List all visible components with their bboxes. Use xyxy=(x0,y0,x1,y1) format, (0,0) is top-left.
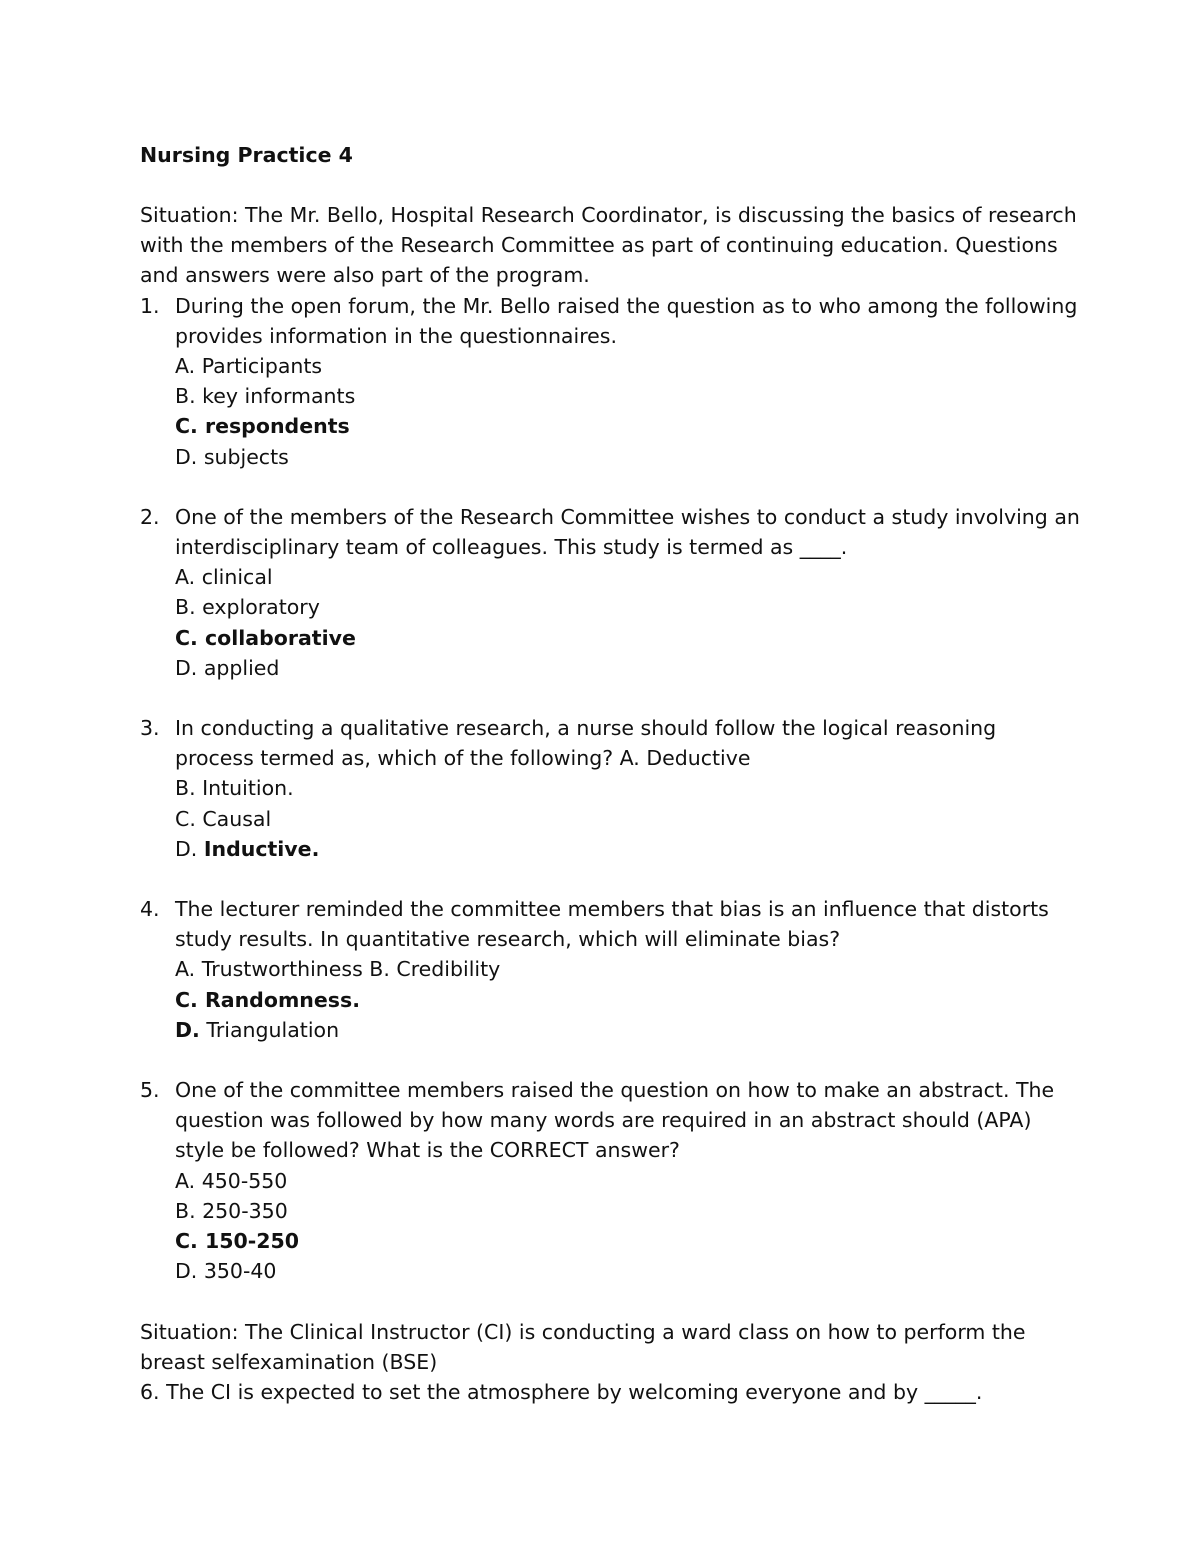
option-b: B. key informants xyxy=(175,384,356,409)
option-d: D. subjects xyxy=(175,444,289,469)
question-number: 5. xyxy=(140,1078,160,1103)
question-number: 1. xyxy=(140,293,160,318)
situation-1: Situation: The Mr. Bello, Hospital Research Coordinator, is discussing the basics of research with the members of the Research Committee as part of continuing education. Questions and answers were also part of the program. xyxy=(140,203,1077,288)
option-a-b: A. Trustworthiness B. Credibility xyxy=(175,957,501,982)
option-b: B. 250-350 xyxy=(175,1198,288,1223)
question-1 xyxy=(140,291,1080,472)
option-letter: D. xyxy=(175,836,198,861)
option-d-answer xyxy=(175,834,1080,864)
question-text: One of the members of the Research Committee wishes to conduct a study involving an interdisciplinary team of colleagues. This study is termed as ____. xyxy=(175,504,1080,560)
question-4 xyxy=(140,894,1080,1045)
question-6: 6. The CI is expected to set the atmosphere by welcoming everyone and by _____. xyxy=(140,1379,983,1404)
option-c-answer: C. collaborative xyxy=(175,625,356,650)
option-text: Triangulation xyxy=(206,1017,340,1042)
question-text: During the open forum, the Mr. Bello raised the question as to who among the following provides information in the questionnaires. xyxy=(175,293,1078,348)
question-2 xyxy=(140,502,1080,683)
option-d: D. applied xyxy=(175,655,280,680)
question-number: 2. xyxy=(140,504,160,529)
situation-2: Situation: The Clinical Instructor (CI) is conducting a ward class on how to perform the breast selfexamination (BSE) xyxy=(140,1319,1026,1374)
document-title: Nursing Practice 4 xyxy=(140,143,353,167)
question-5 xyxy=(140,1075,1080,1286)
question-number: 3. xyxy=(140,716,160,741)
question-number: 4. xyxy=(140,897,160,922)
document-page xyxy=(140,140,1080,1407)
option-a: A. 450-550 xyxy=(175,1168,288,1193)
option-c: C. Causal xyxy=(175,806,272,831)
option-answer-text: Inductive. xyxy=(203,836,320,861)
question-text: The lecturer reminded the committee members that bias is an influence that distorts study results. In quantitative research, which will eliminate bias? xyxy=(175,897,1049,952)
option-c-answer: C. 150-250 xyxy=(175,1229,300,1254)
option-b: B. exploratory xyxy=(175,595,320,620)
question-text: In conducting a qualitative research, a nurse should follow the logical reasoning process termed as, which of the following? A. Deductive xyxy=(175,716,997,771)
option-c-answer: C. Randomness. xyxy=(175,987,360,1012)
question-3 xyxy=(140,713,1080,864)
option-d xyxy=(175,1015,1080,1045)
question-text: One of the committee members raised the question on how to make an abstract. The question was followed by how many words are required in an abstract should (APA) style be followed? What is the CORRECT answer? xyxy=(175,1078,1055,1163)
option-d: D. 350-40 xyxy=(175,1259,277,1284)
option-a: A. clinical xyxy=(175,565,273,590)
option-b: B. Intuition. xyxy=(175,776,294,801)
option-letter: D. xyxy=(175,1017,200,1042)
option-c-answer: C. respondents xyxy=(175,414,350,439)
option-a: A. Participants xyxy=(175,354,323,379)
